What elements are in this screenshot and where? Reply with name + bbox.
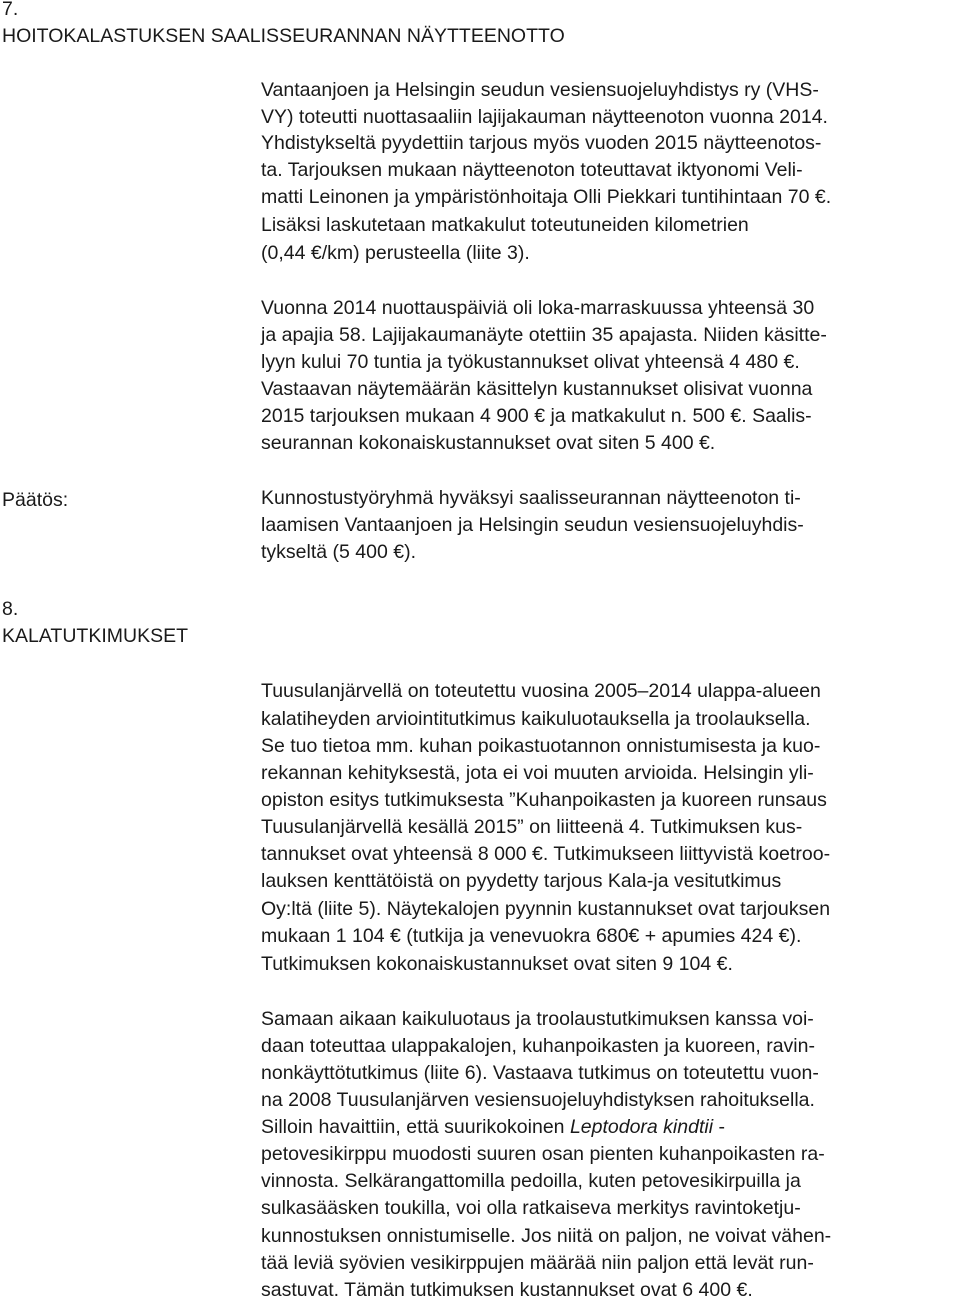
text-line: Vastaavan näytemäärän käsittelyn kustannukset olisivat vuonna <box>261 378 813 400</box>
text-line: Kunnostustyöryhmä hyväksyi saalisseurannan näytteenoton ti- <box>261 487 801 509</box>
text-line: (0,44 €/km) perusteella (liite 3). <box>261 242 530 264</box>
text-line: daan toteuttaa ulappakalojen, kuhanpoikasten ja kuoreen, ravin- <box>261 1035 815 1057</box>
text-line: laamisen Vantaanjoen ja Helsingin seudun vesiensuojeluyhdis- <box>261 514 804 536</box>
text-line: Samaan aikaan kaikuluotaus ja troolaustutkimuksen kanssa voi- <box>261 1008 814 1030</box>
text-line: petovesikirppu muodosti suuren osan pienten kuhanpoikasten ra- <box>261 1143 825 1165</box>
text-line: Lisäksi laskutetaan matkakulut toteutuneiden kilometrien <box>261 214 749 236</box>
text-line: Oy:ltä (liite 5). Näytekalojen pyynnin kustannukset ovat tarjouksen <box>261 898 831 920</box>
section-7-title: HOITOKALASTUKSEN SAALISSEURANNAN NÄYTTEENOTTO <box>2 25 565 47</box>
text-span: Silloin havaittiin, että suurikokoinen <box>261 1116 570 1138</box>
section-8-title: KALATUTKIMUKSET <box>2 625 189 647</box>
text-line: lyyn kului 70 tuntia ja työkustannukset olivat yhteensä 4 480 €. <box>261 351 800 373</box>
text-line: VY) toteutti nuottasaaliin lajijakauman näytteenoton vuonna 2014. <box>261 106 828 128</box>
text-line: nonkäyttötutkimus (liite 6). Vastaava tutkimus on toteutettu vuon- <box>261 1062 819 1084</box>
text-line: Vuonna 2014 nuottauspäiviä oli loka-marraskuussa yhteensä 30 <box>261 297 815 319</box>
section-7-number: 7. <box>2 0 19 20</box>
text-line: Se tuo tietoa mm. kuhan poikastuotannon onnistumisesta ja kuo- <box>261 735 821 757</box>
text-line: opiston esitys tutkimuksesta ”Kuhanpoikasten ja kuoreen runsaus <box>261 789 827 811</box>
text-line: tykseltä (5 400 €). <box>261 541 416 563</box>
text-line: Tuusulanjärvellä on toteutettu vuosina 2005–2014 ulappa-alueen <box>261 680 821 702</box>
text-line: tannukset ovat yhteensä 8 000 €. Tutkimukseen liittyvistä koetroo- <box>261 843 831 865</box>
text-line: Vantaanjoen ja Helsingin seudun vesiensuojeluyhdistys ry (VHS- <box>261 79 819 101</box>
text-line: tää leviä syövien vesikirppujen määrää niin paljon että levät run- <box>261 1252 814 1274</box>
text-line: kalatiheyden arviointitutkimus kaikuluotauksella ja troolauksella. <box>261 708 811 730</box>
text-line: mukaan 1 104 € (tutkija ja venevuokra 680€ + apumies 424 €). <box>261 925 802 947</box>
text-line: lauksen kenttätöistä on pyydetty tarjous Kala-ja vesitutkimus <box>261 870 782 892</box>
text-line: sastuvat. Tämän tutkimuksen kustannukset ovat 6 400 €. <box>261 1279 753 1301</box>
text-line: 2015 tarjouksen mukaan 4 900 € ja matkakulut n. 500 €. Saalis- <box>261 405 812 427</box>
text-line: seurannan kokonaiskustannukset ovat siten 5 400 €. <box>261 432 716 454</box>
text-line: Yhdistykseltä pyydettiin tarjous myös vuoden 2015 näytteenotos- <box>261 132 822 154</box>
section-8-number: 8. <box>2 598 19 620</box>
text-line: ta. Tarjouksen mukaan näytteenoton toteuttavat iktyonomi Veli- <box>261 159 803 181</box>
decision-label: Päätös: <box>2 489 69 511</box>
text-line <box>261 1118 725 1138</box>
text-line: matti Leinonen ja ympäristönhoitaja Olli Piekkari tuntihintaan 70 €. <box>261 186 832 208</box>
text-line: Tuusulanjärvellä kesällä 2015” on liitteenä 4. Tutkimuksen kus- <box>261 816 803 838</box>
text-span: - <box>713 1116 725 1138</box>
text-line: sulkasääsken toukilla, voi olla ratkaiseva merkitys ravintoketju- <box>261 1197 801 1219</box>
species-name: Leptodora kindtii <box>569 1116 714 1138</box>
text-line: Tutkimuksen kokonaiskustannukset ovat siten 9 104 €. <box>261 953 733 975</box>
text-line: ja apajia 58. Lajijakaumanäyte otettiin 35 apajasta. Niiden käsitte- <box>261 324 827 346</box>
text-line: na 2008 Tuusulanjärven vesiensuojeluyhdistyksen rahoituksella. <box>261 1089 815 1111</box>
text-line: vinnosta. Selkärangattomilla pedoilla, kuten petovesikirpuilla ja <box>261 1170 801 1192</box>
text-line: kunnostuksen onnistumiselle. Jos niitä on paljon, ne voivat vähen- <box>261 1225 832 1247</box>
text-line: rekannan kehityksestä, jota ei voi muuten arvioida. Helsingin yli- <box>261 762 814 784</box>
